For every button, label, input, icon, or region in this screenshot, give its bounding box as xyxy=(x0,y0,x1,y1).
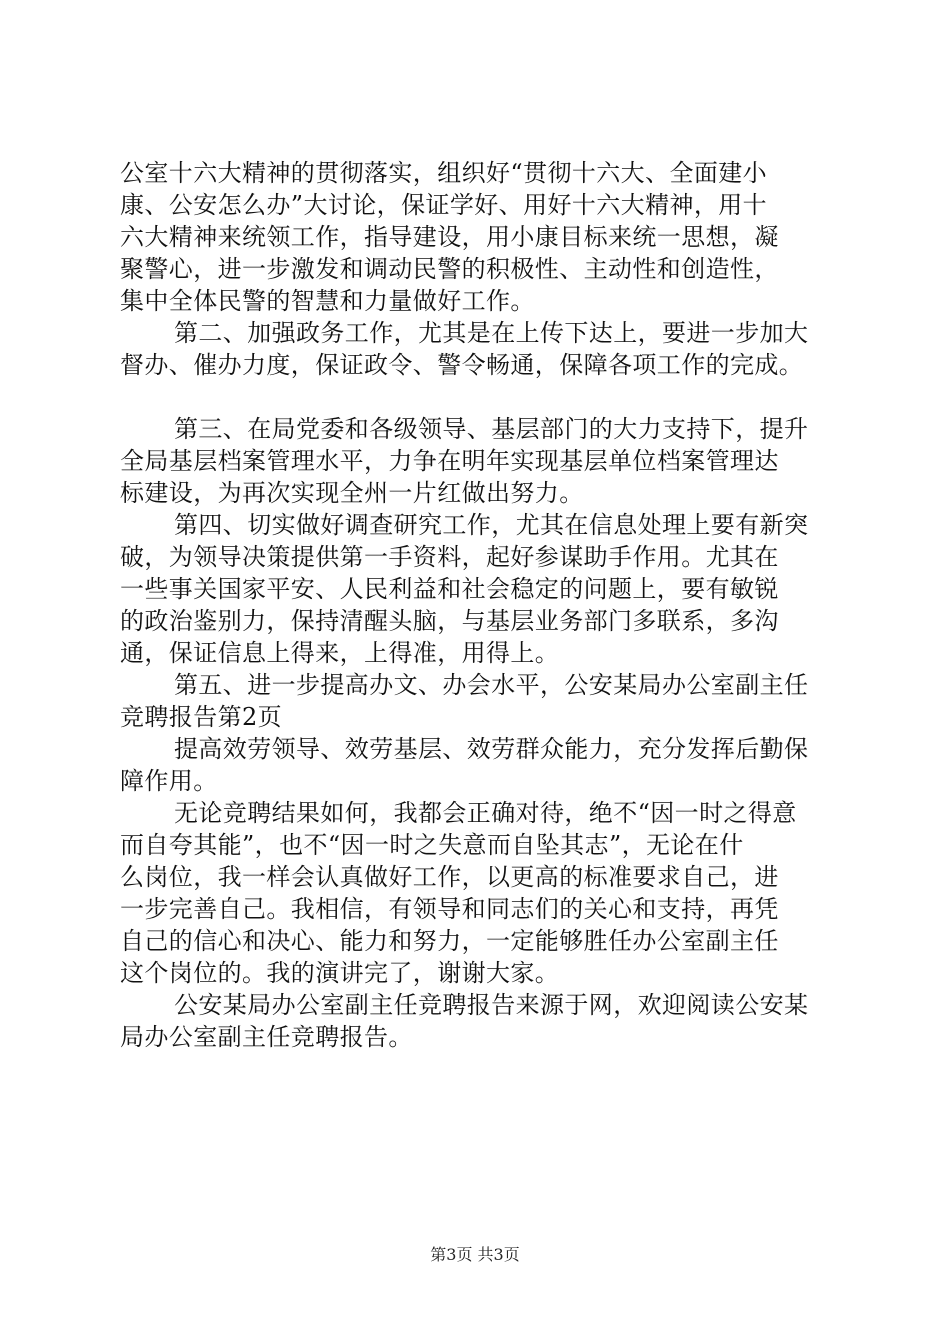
text-line: 的政治鉴别力，保持清醒头脑，与基层业务部门多联系，多沟 xyxy=(120,607,779,635)
text-line: 标建设，为再次实现全州一片红做出努力。 xyxy=(120,479,584,507)
text-line: 公室十六大精神的贯彻落实，组织好“贯彻十六大、全面建小 xyxy=(120,159,768,187)
text-line: 康、公安怎么办”大讨论，保证学好、用好十六大精神，用十 xyxy=(120,191,768,219)
text-line: 六大精神来统领工作，指导建设，用小康目标来统一思想，凝 xyxy=(120,223,779,251)
text-line: 自己的信心和决心、能力和努力，一定能够胜任办公室副主任 xyxy=(120,927,779,955)
text-line: 这个岗位的。我的演讲完了，谢谢大家。 xyxy=(120,959,560,987)
text-line: 第三、在局党委和各级领导、基层部门的大力支持下，提升 xyxy=(174,415,809,443)
text-line: 第五、进一步提高办文、办会水平，公安某局办公室副主任 xyxy=(174,671,809,699)
text-line: 第四、切实做好调查研究工作，尤其在信息处理上要有新突 xyxy=(174,511,809,539)
blank-line xyxy=(120,381,840,413)
text-line: 聚警心，进一步激发和调动民警的积极性、主动性和创造性， xyxy=(120,255,779,283)
text-line: 一步完善自己。我相信，有领导和同志们的关心和支持，再凭 xyxy=(120,895,779,923)
text-line: 集中全体民警的智慧和力量做好工作。 xyxy=(120,287,535,315)
text-line: 障作用。 xyxy=(120,767,218,795)
text-line: 督办、催办力度，保证政令、警令畅通，保障各项工作的完成。 xyxy=(120,351,804,379)
text-line: 破，为领导决策提供第一手资料，起好参谋助手作用。尤其在 xyxy=(120,543,779,571)
text-line: 竞聘报告第2页 xyxy=(120,703,283,731)
text-line: 而自夸其能”，也不“因一时之失意而自坠其志”，无论在什 xyxy=(120,831,744,859)
text-line: 提高效劳领导、效劳基层、效劳群众能力，充分发挥后勤保 xyxy=(174,735,809,763)
text-line: 公安某局办公室副主任竞聘报告来源于网，欢迎阅读公安某 xyxy=(174,991,809,1019)
text-line: 无论竞聘结果如何，我都会正确对待，绝不“因一时之得意 xyxy=(174,799,797,827)
text-line: 通，保证信息上得来，上得准，用得上。 xyxy=(120,639,560,667)
text-line: 么岗位，我一样会认真做好工作，以更高的标准要求自己，进 xyxy=(120,863,779,891)
document-body xyxy=(120,157,840,1053)
text-line: 一些事关国家平安、人民利益和社会稳定的问题上，要有敏锐 xyxy=(120,575,779,603)
page-footer: 第3页 共3页 xyxy=(430,1245,520,1264)
text-line: 局办公室副主任竞聘报告。 xyxy=(120,1023,413,1051)
text-line: 第二、加强政务工作，尤其是在上传下达上，要进一步加大 xyxy=(174,319,809,347)
text-line: 全局基层档案管理水平，力争在明年实现基层单位档案管理达 xyxy=(120,447,779,475)
